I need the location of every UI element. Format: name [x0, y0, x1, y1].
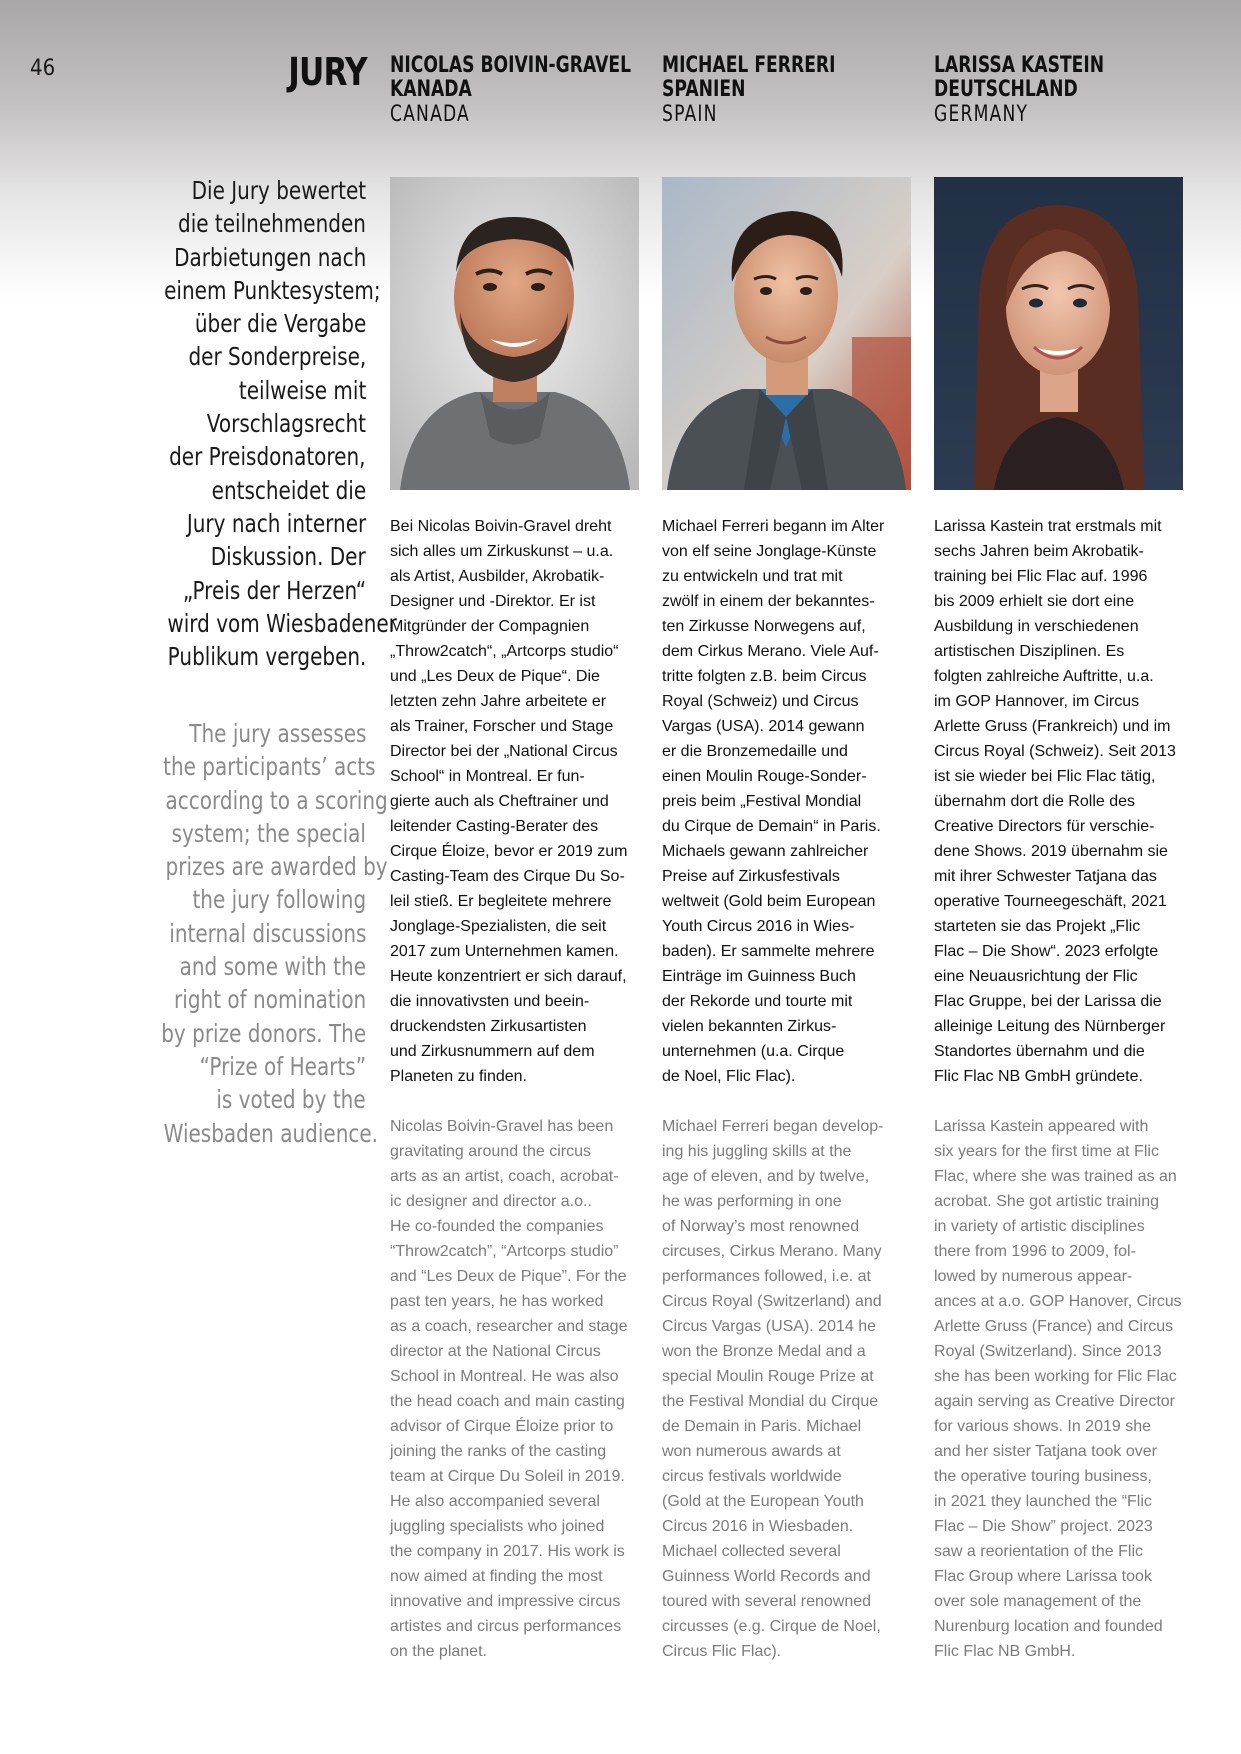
text-line: Flac Group where Larissa took [934, 1568, 1152, 1585]
text-line [110, 274, 381, 307]
text-line-content: einem Punktesystem; [164, 275, 381, 305]
text-line [110, 717, 366, 750]
text-line: in variety of artistic disciplines [934, 1218, 1145, 1235]
text-line: He co-founded the companies [390, 1218, 604, 1235]
text-line: Guinness World Records and [662, 1568, 871, 1585]
text-line: als Artist, Ausbilder, Akrobatik- [390, 568, 605, 585]
text-line: Michael collected several [662, 1543, 841, 1560]
intro-text-german [110, 174, 397, 673]
text-line: the company in 2017. His work is [390, 1543, 625, 1560]
text-line: Michaels gewann zahlreicher [662, 843, 869, 860]
text-line: bis 2009 erhielt sie dort eine [934, 593, 1135, 610]
text-line: im GOP Hannover, im Circus [934, 693, 1140, 710]
text-line-content: teilweise mit [238, 375, 366, 405]
text-line-content: der Preisdonatoren, [169, 442, 366, 472]
text-line: and her sister Tatjana took over [934, 1443, 1157, 1460]
text-line [110, 983, 366, 1016]
text-line: past ten years, he has worked [390, 1293, 604, 1310]
member-country-german: SPANIEN [662, 77, 746, 102]
text-line-content: Darbietungen nach [173, 242, 366, 272]
section-title: JURY [288, 50, 367, 94]
text-line: weltweit (Gold beim European [662, 893, 876, 910]
text-line-content: Die Jury bewertet [191, 176, 366, 205]
text-line: leil stieß. Er begleitete mehrere [390, 893, 612, 910]
text-line: und „Les Deux de Pique“. Die [390, 668, 600, 685]
text-line-content: The jury assesses [188, 719, 366, 748]
text-line: Nicolas Boivin-Gravel has been [390, 1118, 614, 1135]
text-line: Arlette Gruss (France) and Circus [934, 1318, 1174, 1335]
text-line: Flac – Die Show” project. 2023 [934, 1518, 1153, 1535]
text-line: circuses, Cirkus Merano. Many [662, 1243, 882, 1260]
text-line: training bei Flic Flac auf. 1996 [934, 568, 1148, 585]
text-line [110, 307, 366, 340]
text-line: Vargas (USA). 2014 gewann [662, 718, 865, 735]
text-line: there from 1996 to 2009, fol- [934, 1243, 1136, 1260]
text-line: Flic Flac NB GmbH gründete. [934, 1068, 1143, 1085]
text-line: zwölf in einem der bekanntes- [662, 593, 875, 610]
text-line: du Cirque de Demain“ in Paris. [662, 818, 881, 835]
text-line: ten Zirkusse Norwegens auf, [662, 618, 866, 635]
text-line-content: is voted by the [216, 1085, 366, 1115]
member-country-english: SPAIN [662, 102, 718, 127]
member-bio-english [934, 1114, 1184, 1664]
member-header [662, 54, 912, 174]
text-line-content: der Sonderpreise, [188, 342, 366, 372]
text-line: Michael Ferreri began develop- [662, 1118, 884, 1135]
text-line-content: “Prize of Hearts” [199, 1051, 366, 1081]
text-line [110, 817, 366, 850]
text-line [110, 1017, 366, 1050]
text-line [110, 640, 366, 673]
jury-member-1 [390, 53, 640, 1660]
text-line: Circus Vargas (USA). 2014 he [662, 1318, 877, 1335]
text-line: dem Cirkus Merano. Viele Auf- [662, 643, 879, 660]
member-bio-english [662, 1114, 912, 1664]
text-line: Larissa Kastein trat erstmals mit [934, 518, 1162, 535]
text-line [110, 474, 366, 507]
text-line: Nurenburg location and founded [934, 1618, 1163, 1635]
text-line: lowed by numerous appear- [934, 1268, 1133, 1285]
member-name: NICOLAS BOIVIN-GRAVEL [390, 53, 632, 78]
text-line: Flic Flac NB GmbH. [934, 1643, 1076, 1660]
text-line: Creative Directors für verschie- [934, 818, 1155, 835]
text-line [110, 784, 388, 817]
text-line-content: über die Vergabe [194, 309, 366, 339]
text-line: Flac Gruppe, bei der Larissa die [934, 993, 1162, 1010]
text-line-content: and some with the [179, 952, 366, 982]
text-line: performances followed, i.e. at [662, 1268, 871, 1285]
text-line: won numerous awards at [662, 1443, 841, 1460]
member-bio-german [934, 514, 1184, 1089]
text-line [110, 607, 397, 640]
text-line: He also accompanied several [390, 1493, 600, 1510]
text-line [110, 917, 366, 950]
text-line: circusses (e.g. Cirque de Noel, [662, 1618, 881, 1635]
text-line: Larissa Kastein appeared with [934, 1118, 1149, 1135]
text-line [110, 1050, 366, 1083]
text-line [110, 440, 366, 473]
text-line: Youth Circus 2016 in Wies- [662, 918, 855, 935]
text-line: tritte folgten z.B. beim Circus [662, 668, 867, 685]
text-line [110, 207, 366, 240]
member-header [934, 54, 1184, 174]
text-line: ic designer and director a.o.. [390, 1193, 592, 1210]
text-line: er die Bronzemedaille und [662, 743, 848, 760]
text-line [110, 950, 366, 983]
text-line-content: die teilnehmenden [178, 209, 366, 239]
text-line: (Gold at the European Youth [662, 1493, 864, 1510]
text-line-content: right of nomination [173, 985, 366, 1015]
text-line: de Noel, Flic Flac). [662, 1068, 796, 1085]
text-line: over sole management of the [934, 1593, 1142, 1610]
member-bio-german [390, 514, 640, 1089]
text-line: baden). Er sammelte mehrere [662, 943, 875, 960]
text-line: Circus 2016 in Wiesbaden. [662, 1518, 854, 1535]
text-line: Ausbildung in verschiedenen [934, 618, 1139, 635]
text-line: Circus Flic Flac). [662, 1643, 782, 1660]
text-line-content: „Preis der Herzen“ [182, 575, 366, 605]
text-line: the Festival Mondial du Cirque [662, 1393, 879, 1410]
text-line: artistes and circus performances [390, 1618, 622, 1635]
text-line: innovative and impressive circus [390, 1593, 621, 1610]
text-line-content: system; the special [171, 818, 366, 848]
text-line: in 2021 they launched the “Flic [934, 1493, 1152, 1510]
member-header [390, 54, 640, 174]
member-country-english: CANADA [390, 102, 470, 127]
text-line: the head coach and main casting [390, 1393, 625, 1410]
text-line: saw a reorientation of the Flic [934, 1543, 1143, 1560]
page-number: 46 [30, 56, 56, 81]
text-line: gravitating around the circus [390, 1143, 591, 1160]
text-line: Planeten zu finden. [390, 1068, 527, 1085]
text-line: die innovativsten und beein- [390, 993, 590, 1010]
text-line: Heute konzentriert er sich darauf, [390, 968, 627, 985]
text-line: team at Cirque Du Soleil in 2019. [390, 1468, 625, 1485]
text-line: mit ihrer Schwester Tatjana das [934, 868, 1157, 885]
text-line: six years for the first time at Flic [934, 1143, 1159, 1160]
text-line: als Trainer, Forscher und Stage [390, 718, 614, 735]
text-line: unternehmen (u.a. Cirque [662, 1043, 845, 1060]
text-line: operative Tourneegeschäft, 2021 [934, 893, 1167, 910]
text-line: ances at a.o. GOP Hanover, Circus [934, 1293, 1182, 1310]
text-line [110, 750, 376, 783]
text-line: der Rekorde und tourte mit [662, 993, 853, 1010]
text-line: Flac, where she was trained as an [934, 1168, 1177, 1185]
text-line: acrobat. She got artistic training [934, 1193, 1160, 1210]
text-line: Bei Nicolas Boivin-Gravel dreht [390, 518, 612, 535]
text-line: Jonglage-Spezialisten, die seit [390, 918, 607, 935]
text-line: Michael Ferreri begann im Alter [662, 518, 885, 535]
text-line: übernahm dort die Rolle des [934, 793, 1136, 810]
text-line [110, 574, 366, 607]
text-line [110, 883, 366, 916]
text-line: Royal (Switzerland). Since 2013 [934, 1343, 1162, 1360]
text-line: and “Les Deux de Pique”. For the [390, 1268, 627, 1285]
jury-member-2 [662, 53, 912, 1660]
text-line: director at the National Circus [390, 1343, 601, 1360]
text-line: Flac – Die Show“. 2023 erfolgte [934, 943, 1159, 960]
text-line: ing his juggling skills at the [662, 1143, 852, 1160]
text-line: of Norway’s most renowned [662, 1218, 860, 1235]
member-country-german: KANADA [390, 77, 472, 102]
text-line: for various shows. In 2019 she [934, 1418, 1152, 1435]
text-line: joining the ranks of the casting [390, 1443, 607, 1460]
member-photo [934, 177, 1183, 490]
text-line-content: the jury following [192, 885, 366, 915]
member-photo [662, 177, 911, 490]
text-line: “Throw2catch”, “Artcorps studio” [390, 1243, 619, 1260]
portrait-woman-icon [934, 177, 1183, 490]
text-line: he was performing in one [662, 1193, 842, 1210]
text-line-content: Diskussion. Der [211, 542, 366, 572]
text-line: Einträge im Guinness Buch [662, 968, 856, 985]
text-line: artistischen Disziplinen. Es [934, 643, 1125, 660]
portrait-man-bearded-icon [390, 177, 639, 490]
text-line: vielen bekannten Zirkus- [662, 1018, 837, 1035]
member-photo [390, 177, 639, 490]
text-line-content: the participants’ acts [163, 752, 376, 782]
text-line: she has been working for Flic Flac [934, 1368, 1177, 1385]
text-line: Arlette Gruss (Frankreich) und im [934, 718, 1171, 735]
text-line-content: entscheidet die [211, 475, 366, 505]
text-line-content: by prize donors. The [161, 1018, 367, 1048]
jury-member-3 [934, 53, 1184, 1660]
member-bio-english [390, 1114, 640, 1664]
text-line [110, 507, 366, 540]
text-line [110, 850, 388, 883]
text-line: „Throw2catch“, „Artcorps studio“ [390, 643, 619, 660]
text-line: Preise auf Zirkusfestivals [662, 868, 840, 885]
text-line: einen Moulin Rouge-Sonder- [662, 768, 867, 785]
member-country-german: DEUTSCHLAND [934, 77, 1078, 102]
text-line: letzten zehn Jahre arbeitete er [390, 693, 607, 710]
text-line [110, 174, 366, 207]
text-line [110, 374, 366, 407]
text-line-content: Jury nach interner [186, 508, 366, 538]
text-line: advisor of Cirque Éloize prior to [390, 1418, 614, 1435]
text-line: Standortes übernahm und die [934, 1043, 1145, 1060]
text-line: won the Bronze Medal and a [662, 1343, 866, 1360]
member-name: LARISSA KASTEIN [934, 53, 1105, 78]
text-line-content: according to a scoring [165, 785, 388, 815]
text-line: School“ in Montreal. Er fun- [390, 768, 585, 785]
text-line: again serving as Creative Director [934, 1393, 1175, 1410]
text-line [110, 340, 366, 373]
text-line: Director bei der „National Circus [390, 743, 618, 760]
text-line: ist sie wieder bei Flic Flac tätig, [934, 768, 1156, 785]
text-line [110, 1083, 366, 1116]
text-line: Cirque Éloize, bevor er 2019 zum [390, 843, 628, 860]
text-line: starteten sie das Projekt „Flic [934, 918, 1141, 935]
text-line [110, 241, 366, 274]
text-line: special Moulin Rouge Prize at [662, 1368, 874, 1385]
text-line: sich alles um Zirkuskunst – u.a. [390, 543, 614, 560]
text-line: as a coach, researcher and stage [390, 1318, 628, 1335]
text-line: juggling specialists who joined [390, 1518, 605, 1535]
text-line: zu entwickeln und trat mit [662, 568, 843, 585]
text-line: on the planet. [390, 1643, 487, 1660]
text-line: druckendsten Zirkusartisten [390, 1018, 587, 1035]
text-line-content: Publikum vergeben. [167, 642, 366, 672]
text-line: circus festivals worldwide [662, 1468, 842, 1485]
text-line: von elf seine Jonglage-Künste [662, 543, 877, 560]
text-line-content: Vorschlagsrecht [206, 409, 366, 439]
text-line-content: Wiesbaden audience. [163, 1118, 379, 1148]
text-line: und Zirkusnummern auf dem [390, 1043, 595, 1060]
text-line: de Demain in Paris. Michael [662, 1418, 862, 1435]
text-line: age of eleven, and by twelve, [662, 1168, 870, 1185]
text-line: leitender Casting-Berater des [390, 818, 599, 835]
text-line-content: internal discussions [168, 918, 366, 948]
member-name: MICHAEL FERRERI [662, 53, 836, 78]
portrait-young-man-icon [662, 177, 911, 490]
text-line: School in Montreal. He was also [390, 1368, 619, 1385]
text-line: arts as an artist, coach, acrobat- [390, 1168, 619, 1185]
text-line-content: prizes are awarded by [165, 852, 388, 882]
text-line: Circus Royal (Schweiz). Seit 2013 [934, 743, 1176, 760]
member-country-english: GERMANY [934, 102, 1029, 127]
text-line [110, 1117, 379, 1150]
text-line: sechs Jahren beim Akrobatik- [934, 543, 1144, 560]
text-line: eine Neuausrichtung der Flic [934, 968, 1138, 985]
text-line: Designer und -Direktor. Er ist [390, 593, 596, 610]
intro-text-english [110, 717, 388, 1150]
text-line: Mitgründer der Compagnien [390, 618, 590, 635]
text-line-content: wird vom Wiesbadener [167, 608, 397, 638]
text-line: gierte auch als Cheftrainer und [390, 793, 609, 810]
text-line: alleinige Leitung des Nürnberger [934, 1018, 1166, 1035]
text-line [110, 540, 366, 573]
text-line: toured with several renowned [662, 1593, 872, 1610]
text-line: the operative touring business, [934, 1468, 1152, 1485]
text-line: 2017 zum Unternehmen kamen. [390, 943, 619, 960]
text-line: folgten zahlreiche Auftritte, u.a. [934, 668, 1154, 685]
text-line: Casting-Team des Cirque Du So- [390, 868, 625, 885]
text-line: Royal (Schweiz) und Circus [662, 693, 859, 710]
text-line: preis beim „Festival Mondial [662, 793, 862, 810]
text-line: dene Shows. 2019 übernahm sie [934, 843, 1168, 860]
text-line: now aimed at finding the most [390, 1568, 603, 1585]
text-line: Circus Royal (Switzerland) and [662, 1293, 882, 1310]
member-bio-german [662, 514, 912, 1089]
text-line [110, 407, 366, 440]
